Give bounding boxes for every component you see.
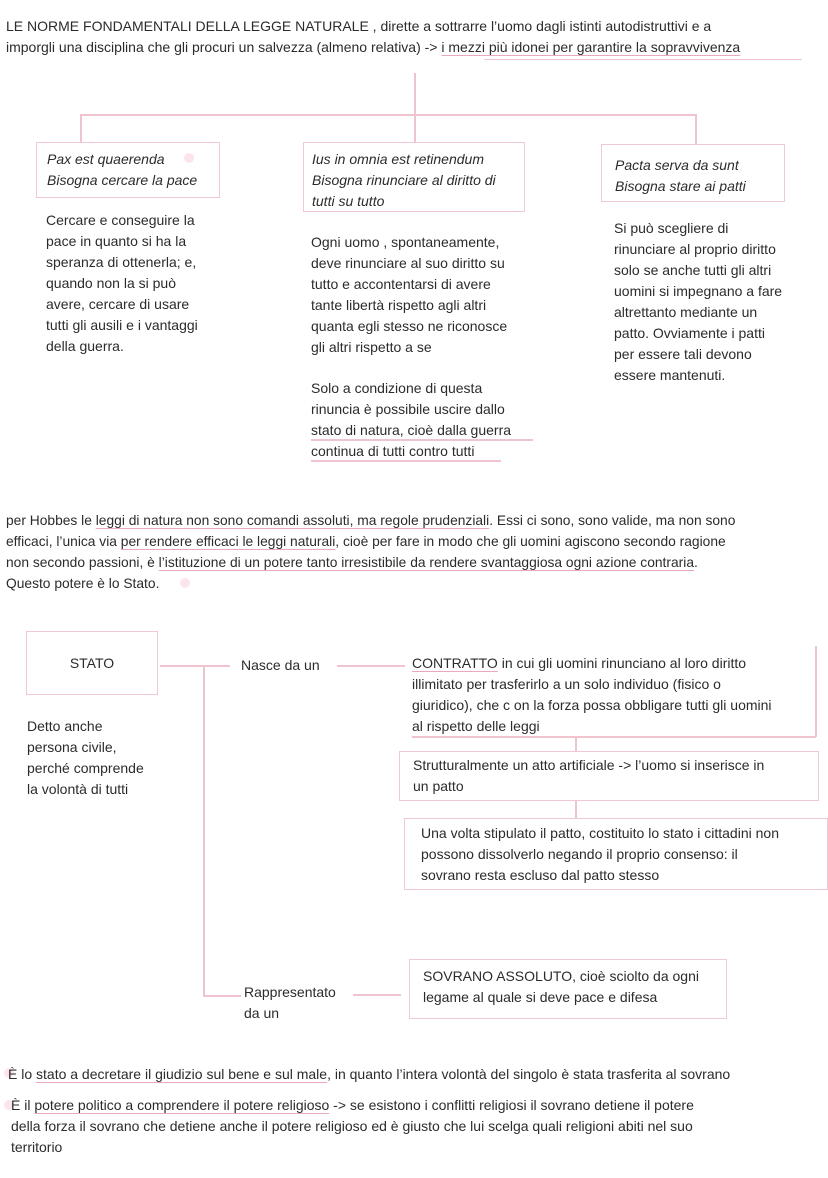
connector-mid-drop [414,114,416,142]
law-2-extra-line: Solo a condizione di questa [311,380,483,396]
law-1-body-line: quando non la si può [46,275,176,291]
sovrano-box [409,959,727,1019]
conclusion-2 [11,1095,826,1158]
law-1-body-line: pace in quanto si ha la [46,233,187,249]
intro-highlight: i mezzi più idonei per garantire la sopravvivenza [441,39,741,55]
conclusion-highlight: stato a decretare il giudizio sul bene e sul male [36,1066,328,1082]
law-3-body-line: essere mantenuti. [614,367,726,383]
highlight-dot [180,578,190,588]
intro-underline-decor [484,59,802,60]
hobbes-text: , cioè per fare in modo che gli uomini agiscono secondo ragione [335,534,726,549]
law-3-body-line: solo se anche tutti gli altri [614,262,772,278]
law-2-body-line: gli altri rispetto a se [311,339,432,355]
law-1-box [36,142,220,198]
connector-top-horizontal [80,114,696,116]
conclusion-text: -> se esistono i conflitti religiosi il sovrano detiene il potere [329,1097,694,1113]
nasce-label: Nasce da un [241,657,320,673]
connector-left-drop [80,114,82,142]
law-2-latin: Ius in omnia est retinendum [312,151,484,167]
contratto-line [412,653,828,674]
hobbes-line [6,531,826,552]
connector-top-vertical [414,73,416,115]
stato-desc-line: persona civile, [27,739,117,755]
connector-strutt-stipulato [575,801,577,819]
law-2-extra-line: continua di tutti contro tutti [311,443,475,459]
stato-desc-line: Detto anche [27,718,103,734]
law-2-extra-line: stato di natura, cioè dalla guerra [311,422,512,438]
connector-nasce [337,665,405,667]
rappresentato-line: Rappresentato [244,984,336,1000]
intro-line-2-text: imporgli una disciplina che gli procuri un salvezza (almeno relativa) -> [6,39,442,55]
law-2-box [303,142,525,212]
law-2-body-line: tutto e accontentarsi di avere [311,276,491,292]
law-3-body-line: patto. Ovviamente i patti [614,325,765,341]
intro-line-1: LE NORME FONDAMENTALI DELLA LEGGE NATURALE , dirette a sottrarre l’uomo dagli istinti autodistruttivi e a [6,18,712,34]
connector-stato-right [160,665,230,667]
stato-label: STATO [69,655,115,671]
rappresentato-label [244,982,336,1024]
law-2-body-line: deve rinunciare al suo diritto su [311,255,505,271]
contratto-line: al rispetto delle leggi [412,718,540,734]
hobbes-text: . [694,555,698,570]
law-1-body [46,210,236,357]
law-3-body [614,218,824,386]
law-3-body-line: Si può scegliere di [614,220,729,236]
law-1-body-line: tutti gli ausili e i vantaggi [46,317,198,333]
law-3-body-line: altrettanto mediante un [614,304,758,320]
stato-box [26,631,158,695]
law-3-title: Bisogna stare ai patti [615,178,746,194]
stipulato-line: Una volta stipulato il patto, costituito lo stato i cittadini non [421,825,779,841]
law-2-body-line: tante libertà rispetto agli altri [311,297,487,313]
contratto-bracket-bottom [412,736,816,738]
connector-stato-vertical [203,665,205,996]
hobbes-text: efficaci, l’unica via [6,534,121,549]
conclusion-text: È il [11,1097,35,1113]
law-1-body-line: della guerra. [46,338,124,354]
stipulato-line: sovrano resta escluso dal patto stesso [421,867,660,883]
hobbes-line: Questo potere è lo Stato. [6,576,160,591]
conclusion-highlight: potere politico a comprendere il potere religioso [34,1097,330,1113]
conclusion-text: , in quanto l’intera volontà del singolo è stata trasferita al sovrano [327,1066,731,1082]
connector-sovrano [353,994,401,996]
hobbes-line [6,510,826,531]
law-2-body-line: quanta egli stesso ne riconosce [311,318,508,334]
connector-contratto-strutt [575,736,577,752]
law-1-body-line: Cercare e conseguire la [46,212,195,228]
hobbes-text: . Essi ci sono, sono valide, ma non sono [489,513,736,528]
law-2-title-line: Bisogna rinunciare al diritto di [312,172,496,188]
law-3-body-line: rinunciare al proprio diritto [614,241,776,257]
hobbes-text: non secondo passioni, è [6,555,159,570]
law-2-extra-line: rinuncia è possibile uscire dallo [311,401,505,417]
contratto-line: illimitato per trasferirlo a un solo individuo (fisico o [412,676,721,692]
conclusion-text: È lo [8,1066,37,1082]
contratto-block [412,653,828,737]
conclusion-line [11,1095,826,1116]
conclusion-1 [8,1064,730,1085]
contratto-text: in cui gli uomini rinunciano al loro diritto [497,655,747,671]
highlight-dot [184,153,194,163]
law-3-body-line: uomini si impegnano a fare [614,283,783,299]
law-2-extra [311,378,551,462]
hobbes-highlight: per rendere efficaci le leggi naturali [120,534,336,549]
law-1-body-line: avere, cercare di usare [46,296,190,312]
hobbes-text: per Hobbes le [6,513,96,528]
stato-desc-line: la volontà di tutti [27,781,129,797]
law-1-body-line: speranza di ottenerla; e, [46,254,197,270]
strutt-box [399,751,819,801]
strutt-line: un patto [413,778,464,794]
law-2-title-line: tutti su tutto [312,193,385,209]
connector-rappresentato [203,995,241,997]
stato-desc-line: perché comprende [27,760,144,776]
law-1-title: Bisogna cercare la pace [47,172,198,188]
intro-line-2 [6,37,740,58]
law-2-body-line: Ogni uomo , spontaneamente, [311,234,500,250]
stipulato-line: possono dissolverlo negando il proprio consenso: il [421,846,738,862]
rappresentato-line: da un [244,1005,280,1021]
hobbes-highlight: l’istituzione di un potere tanto irresistibile da rendere svantaggiosa ogni azione contraria [158,555,694,570]
conclusion-line: territorio [11,1139,63,1155]
sovrano-line: legame al quale si deve pace e difesa [423,989,658,1005]
law-3-latin: Pacta serva da sunt [615,157,739,173]
stato-description [27,716,197,800]
connector-right-drop [695,114,697,144]
strutt-line: Strutturalmente un atto artificiale -> l’uomo si inserisce in [413,757,765,773]
contratto-head: CONTRATTO [412,655,498,671]
law-2-extra-underline [311,439,533,441]
law-3-body-line: per essere tali devono [614,346,752,362]
hobbes-highlight: leggi di natura non sono comandi assoluti, ma regole prudenziali [95,513,490,528]
law-2-body [311,232,551,358]
conclusion-line: della forza il sovrano che detiene anche il potere religioso ed è giusto che lui scelga quali religioni abiti nel suo [11,1118,693,1134]
contratto-line: giuridico), che c on la forza possa obbligare tutti gli uomini [412,697,772,713]
hobbes-paragraph [6,510,826,594]
sovrano-line: SOVRANO ASSOLUTO, cioè sciolto da ogni [423,968,699,984]
stipulato-box [404,818,828,890]
law-2-extra-underline [311,460,501,462]
law-3-box [601,144,785,202]
hobbes-line [6,552,826,573]
contratto-bracket-right [815,646,817,737]
law-1-latin: Pax est quaerenda [47,151,165,167]
